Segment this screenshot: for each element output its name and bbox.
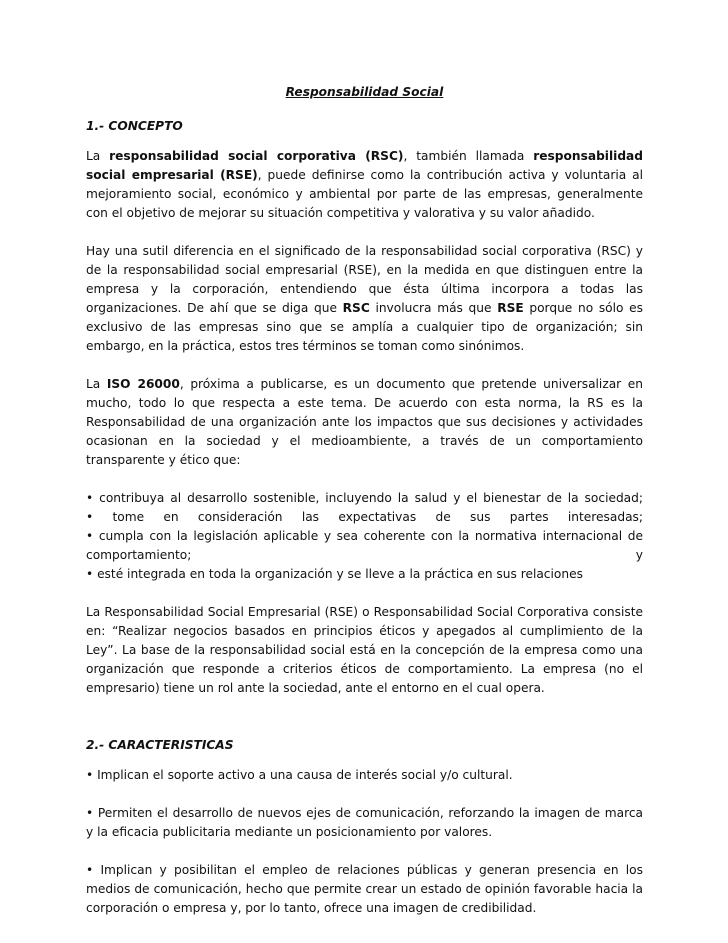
text-run: involucra más que: [369, 301, 498, 315]
list-item: comportamiento; y: [86, 548, 643, 562]
list-item: • cumpla con la legislación aplicable y sea coherente con la normativa internacional de: [86, 529, 643, 543]
document-page: [86, 83, 643, 937]
iso-bullet-list: [86, 489, 643, 584]
section-heading-caracteristicas: 2.- CARACTERISTICAS: [86, 738, 234, 752]
section-heading-concepto: 1.- CONCEPTO: [86, 119, 183, 133]
list-item: • Implican y posibilitan el empleo de relaciones públicas y generan presencia en los medios de comunicación, hecho que permite crear un estado de opinión favorable hacia la corporación o empresa y, por lo tanto, ofrece una imagen de credibilidad.: [86, 863, 643, 915]
list-item: • esté integrada en toda la organización y se lleve a la práctica en sus relaciones: [86, 567, 583, 581]
bold-term-rse-short: RSE: [497, 301, 524, 315]
text-run: , próxima a publicarse, es un documento que pretende universalizar en mucho, todo lo que respecta a este tema. De acuerdo con esta norma, la RS es la Responsabilidad de una organización ante los impactos que sus decisiones y actividades ocasionan en la sociedad y el medioambiente, a través de un comportamiento transparente y ético que:: [86, 377, 643, 467]
document-title: Responsabilidad Social: [285, 85, 444, 99]
paragraph-iso-26000: [86, 375, 643, 470]
bold-term-rse: responsabilidad social empresarial (RSE): [86, 149, 643, 182]
text-run: porque no sólo es exclusivo de las empresas sino que se amplía a cualquier tipo de organización; sin embargo, en la práctica, estos tres términos se toman como sinónimos.: [86, 301, 643, 353]
text-run: La: [86, 149, 110, 163]
bold-term-rsc-short: RSC: [342, 301, 370, 315]
text-run: Hay una sutil diferencia en el significado de la responsabilidad social corporativa (RSC) y de la responsabilidad social empresarial (RSE), en la medida en que distinguen entre la empresa y la corporación, entendiendo que ésta última incorpora a todas las organizaciones. De ahí que se diga que: [86, 244, 643, 315]
bold-term-rsc: responsabilidad social corporativa (RSC): [109, 149, 404, 163]
bold-term-iso: ISO 26000: [106, 377, 180, 391]
paragraph-rsc-rse-difference: [86, 242, 643, 356]
text-run: La: [86, 377, 107, 391]
text-run: , también llamada: [403, 149, 534, 163]
section-spacer: [86, 717, 643, 736]
paragraph-rsc-definition: [86, 147, 643, 223]
list-item: • contribuya al desarrollo sostenible, incluyendo la salud y el bienestar de la sociedad;: [86, 491, 643, 505]
text-run: , puede definirse como la contribución activa y voluntaria al mejoramiento social, económico y ambiental por parte de las empresas, generalmente con el objetivo de mejorar su situación competitiva y valorativa y su valor añadido.: [86, 168, 644, 220]
list-item: • Implican el soporte activo a una causa de interés social y/o cultural.: [86, 768, 513, 782]
paragraph-rse-definition: La Responsabilidad Social Empresarial (RSE) o Responsabilidad Social Corporativa consiste en: “Realizar negocios basados en principios éticos y apegados al cumplimiento de la Ley”. La base de la responsabilidad social está en la concepción de la empresa como una organización que responde a criterios éticos de comportamiento. La empresa (no el empresario) tiene un rol ante la sociedad, ante el entorno en el cual opera.: [86, 605, 643, 695]
list-item: • Permiten el desarrollo de nuevos ejes de comunicación, reforzando la imagen de marca y la eficacia publicitaria mediante un posicionamiento por valores.: [86, 806, 643, 839]
list-item: • tome en consideración las expectativas de sus partes interesadas;: [86, 510, 643, 524]
